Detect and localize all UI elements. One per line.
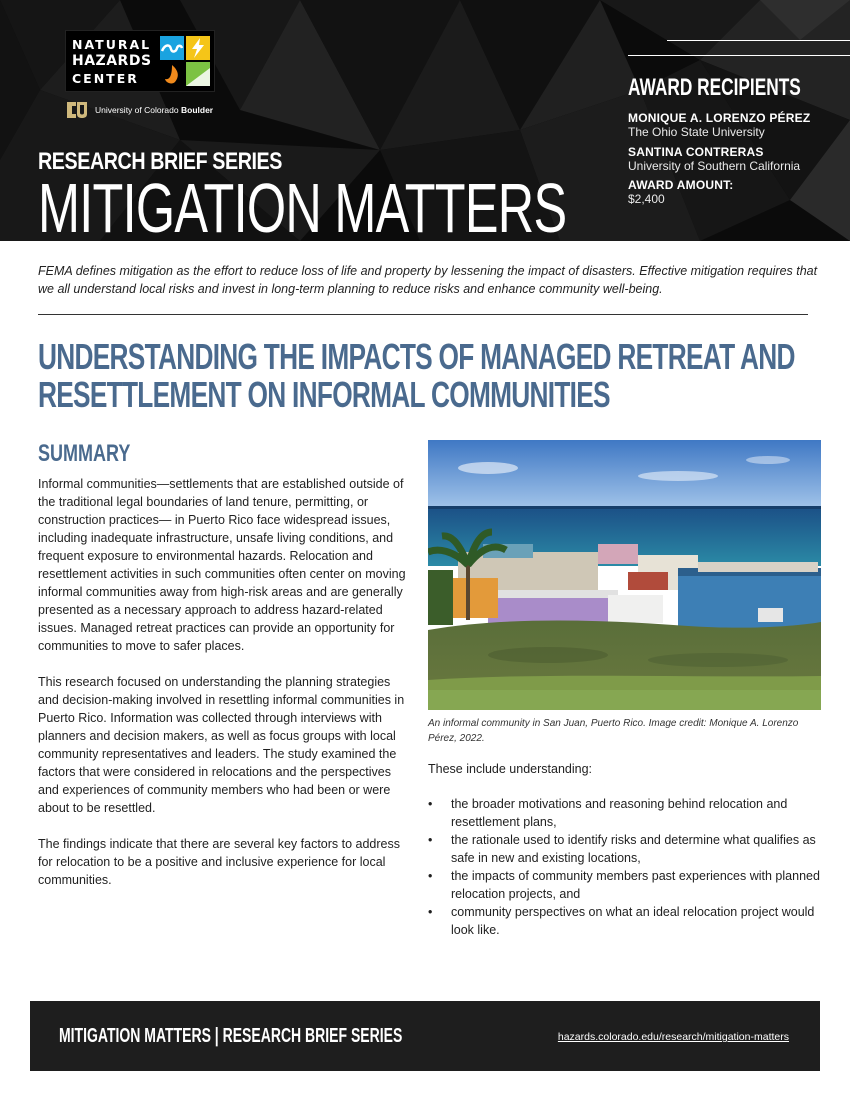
- summary-paragraph-3: The findings indicate that there are several key factors to address for relocation to be a positive and inclusive experience for local communities.: [38, 837, 400, 887]
- list-item-text: the rationale used to identify risks and determine what qualifies as safe in new and existing locations,: [451, 833, 816, 865]
- section-divider: [38, 314, 808, 315]
- award-amount-value: $2,400: [628, 192, 665, 206]
- footer-series-title: MITIGATION MATTERS | RESEARCH BRIEF SERIES: [59, 1025, 403, 1047]
- summary-paragraph-2: This research focused on understanding the planning strategies and decision-making involved in resettling informal communities in Puerto Rico. Information was collected through interviews with planners and decision makers, as well as focus groups with local community representatives and leaders. The study examined the factors that were considered in relocations and the perspectives and experiences of community members who had been or were about to be resettled.: [38, 675, 405, 815]
- cu-logo-icon: [65, 100, 89, 120]
- summary-heading: SUMMARY: [38, 440, 131, 467]
- university-of-colorado-mark[interactable]: [65, 100, 213, 120]
- key-factors-list: [428, 795, 820, 939]
- header-banner: [0, 0, 850, 241]
- logo-tiles: [160, 36, 210, 87]
- earthquake-tile-icon: [186, 62, 210, 86]
- bullet-icon: •: [428, 869, 433, 883]
- list-item: [428, 867, 820, 903]
- bullet-icon: •: [428, 797, 433, 811]
- summary-column: [38, 475, 410, 907]
- decorative-line: [628, 55, 850, 56]
- recipient-affiliation: The Ohio State University: [628, 125, 765, 139]
- recipient-name: MONIQUE A. LORENZO PÉREZ: [628, 111, 811, 125]
- decorative-line: [667, 40, 850, 41]
- award-amount-label: AWARD AMOUNT:: [628, 178, 734, 192]
- natural-hazards-center-logo[interactable]: [65, 30, 215, 92]
- series-label: RESEARCH BRIEF SERIES: [38, 148, 283, 175]
- bullet-icon: •: [428, 905, 433, 919]
- list-item-text: the broader motivations and reasoning behind relocation and resettlement plans,: [451, 797, 788, 829]
- lightning-tile-icon: [186, 36, 210, 60]
- award-amount: [628, 178, 733, 206]
- bullets-intro: These include understanding:: [428, 762, 593, 776]
- wave-tile-icon: [160, 36, 184, 60]
- informal-community-photo: [428, 440, 821, 710]
- award-recipient-2: [628, 145, 800, 173]
- article-title: UNDERSTANDING THE IMPACTS OF MANAGED RETREAT AND RESETTLEMENT ON INFORMAL COMMUNITIES: [38, 336, 795, 415]
- list-item: [428, 795, 820, 831]
- award-recipients-heading: AWARD RECIPIENTS: [628, 74, 801, 101]
- fire-tile-icon: [160, 62, 184, 86]
- bullet-icon: •: [428, 833, 433, 847]
- list-item: [428, 903, 820, 939]
- publication-title: MITIGATION MATTERS: [38, 169, 567, 241]
- university-name: University of Colorado Boulder: [95, 105, 214, 115]
- recipient-affiliation: University of Southern California: [628, 159, 801, 173]
- list-item-text: community perspectives on what an ideal relocation project would look like.: [451, 905, 815, 937]
- summary-paragraph-1: Informal communities—settlements that are established outside of the traditional legal boundaries of land tenure, permitting, or construction practices— in Puerto Rico face widespread issues, including inadequate infrastructure, unsafe living conditions, and frequent exposure to environmental hazards. Relocation and resettlement activities in such communities often center on moving informal communities away from high-risk areas and are generally presented as a necessary approach to address hazard-related issues. Managed retreat practices can provide an opportunity for communities to move to safer places.: [38, 477, 406, 653]
- award-recipient-1: [628, 111, 810, 139]
- logo-line-1: NATURAL: [72, 37, 152, 52]
- logo-line-2: HAZARDS: [72, 53, 152, 69]
- list-item-text: the impacts of community members past experiences with planned relocation projects, and: [451, 869, 820, 901]
- fema-intro-text: FEMA defines mitigation as the effort to reduce loss of life and property by lessening the impact of disasters. Effective mitigation requires that we all understand local risks and invest in long-term planning to reduce risks and enhance community well-being.: [38, 264, 818, 296]
- footer-url-link[interactable]: hazards.colorado.edu/research/mitigation-matters: [557, 1031, 789, 1043]
- footer-bar: [30, 1001, 820, 1071]
- logo-wordmark: [72, 36, 160, 87]
- logo-line-3: CENTER: [72, 71, 139, 86]
- recipient-name: SANTINA CONTRERAS: [628, 145, 764, 159]
- photo-caption: An informal community in San Juan, Puerto Rico. Image credit: Monique A. Lorenzo Pérez, 2022.: [428, 718, 799, 744]
- list-item: [428, 831, 820, 867]
